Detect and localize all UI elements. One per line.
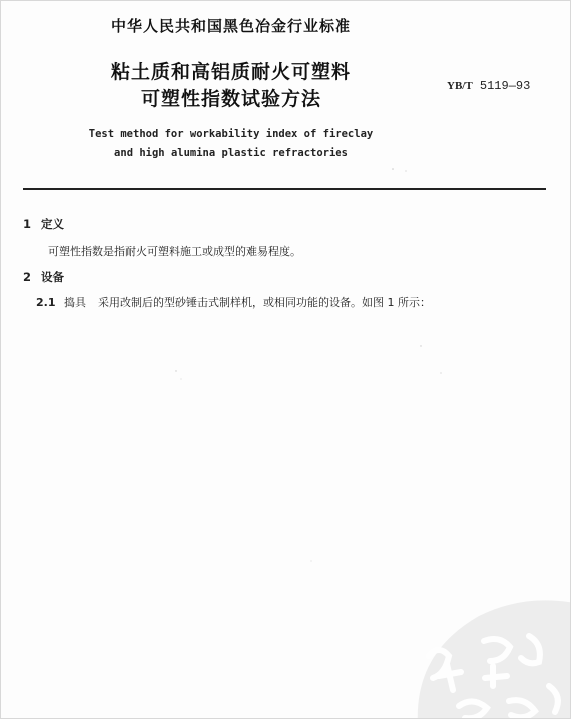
clause-2-1-text: 采用改制后的型砂锤击式制样机，或相同功能的设备。如图 1 所示： <box>98 296 431 309</box>
standard-code <box>447 79 530 93</box>
chinese-title <box>1 59 461 113</box>
standard-code-number: 5119—93 <box>479 79 531 93</box>
clause-2-1-number: 2.1 <box>36 296 56 309</box>
clause-2-1-term: 捣具 <box>64 296 86 309</box>
chinese-title-line-1: 粘土质和高铝质耐火可塑料 <box>110 61 351 83</box>
seal-watermark <box>389 586 571 719</box>
english-title <box>1 125 461 163</box>
section-1-heading <box>23 216 64 232</box>
header-divider <box>23 188 546 190</box>
section-2-heading <box>23 269 64 285</box>
english-title-line-1: Test method for workability index of fireclay <box>88 128 374 140</box>
section-1-title: 定义 <box>41 217 64 231</box>
standard-body-header: 中华人民共和国黑色冶金行业标准 <box>110 17 351 35</box>
section-2-title: 设备 <box>41 270 64 284</box>
english-title-line-2: and high alumina plastic refractories <box>114 147 348 159</box>
section-1-number: 1 <box>23 217 32 231</box>
standard-code-prefix: YB/T <box>447 80 473 92</box>
chinese-title-line-2: 可塑性指数试验方法 <box>140 88 321 110</box>
clause-2-1 <box>36 294 431 310</box>
section-2-number: 2 <box>23 270 32 284</box>
section-1-paragraph: 可塑性指数是指耐火可塑料施工或成型的难易程度。 <box>48 245 301 258</box>
